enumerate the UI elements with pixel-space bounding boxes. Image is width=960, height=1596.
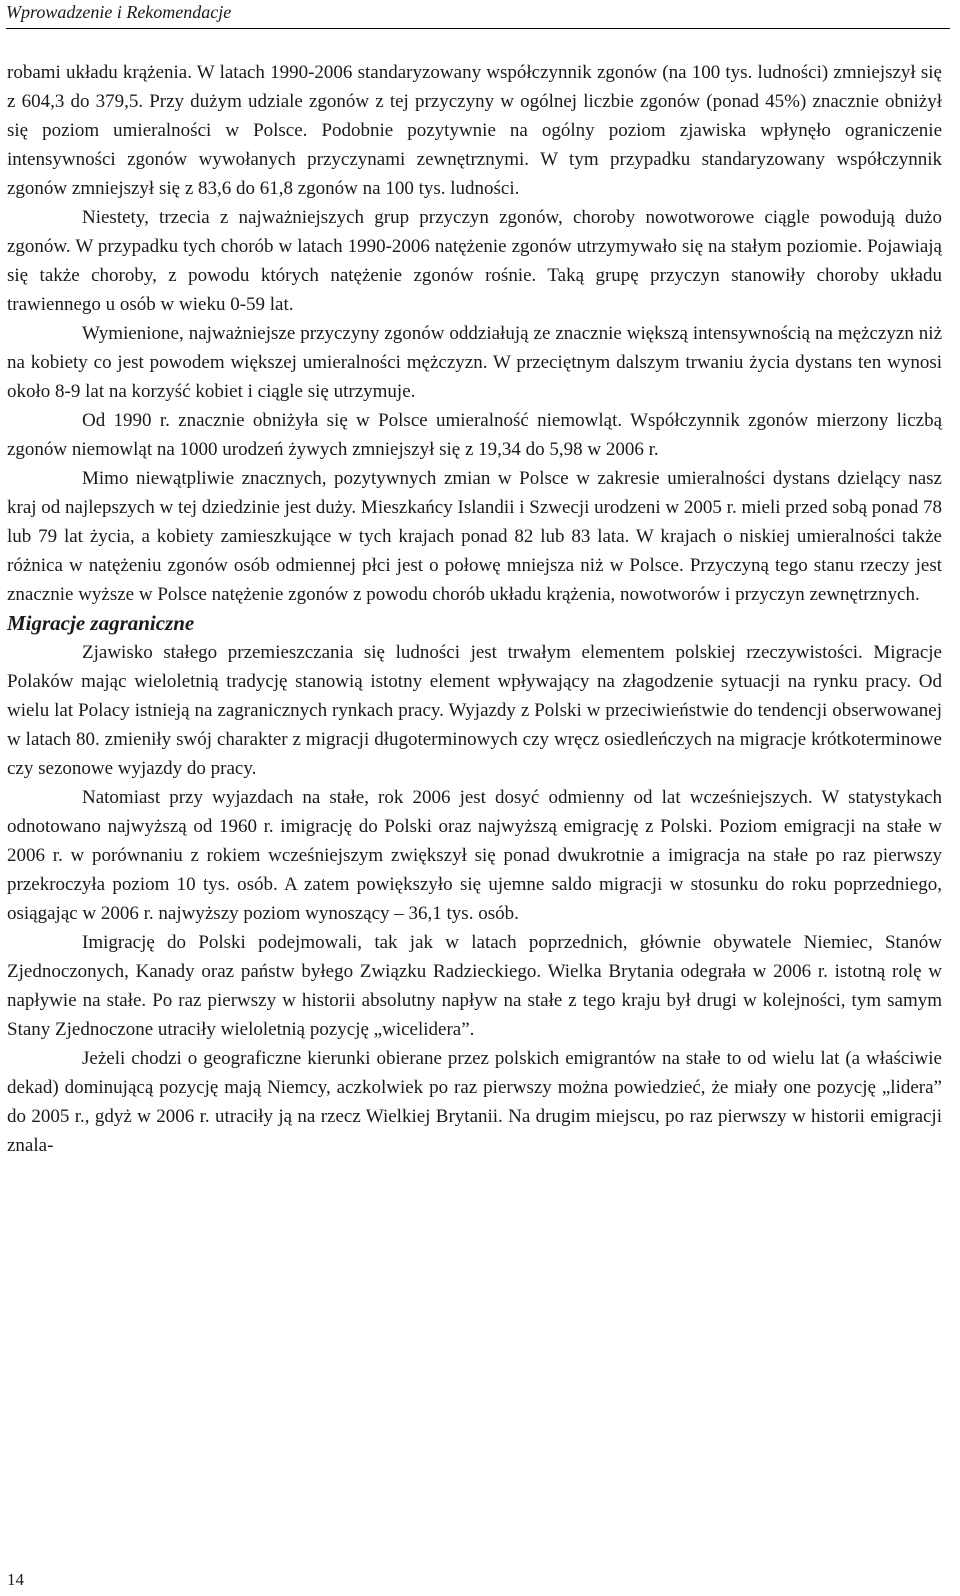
paragraph: Imigrację do Polski podejmowali, tak jak w latach poprzednich, głównie obywatele Niemiec, Stanów Zjednoczonych, Kanady oraz państw byłego Związku Radzieckiego. Wielka Brytania odegrała w 2006 r. istotną rolę w napływie na stałe. Po raz pierwszy w historii absolutny napływ na stałe z tego kraju był drugi w kolejności, tym samym Stany Zjednoczone utraciły wieloletnią pozycję „wicelidera”. (7, 932, 942, 1040)
paragraph: Mimo niewątpliwie znacznych, pozytywnych zmian w Polsce w zakresie umieralności dystans dzielący nasz kraj od najlepszych w tej dziedzinie jest duży. Mieszkańcy Islandii i Szwecji urodzeni w 2005 r. mieli przed sobą ponad 78 lub 79 lat życia, a kobiety zamieszkujące w tych krajach ponad 82 lub 83 lata. W krajach o niskiej umieralności także różnica w natężeniu zgonów osób odmiennej płci jest o połowę mniejsza niż w Polsce. Przyczyną tego stanu rzeczy jest znacznie wyższe w Polsce natężenie zgonów z powodu chorób układu krążenia, nowotworów i przyczyn zewnętrznych. (7, 468, 942, 605)
paragraph: Wymienione, najważniejsze przyczyny zgonów oddziałują ze znacznie większą intensywnością na mężczyzn niż na kobiety co jest powodem większej umieralności mężczyzn. W przeciętnym dalszym trwaniu życia dystans ten wynosi około 8-9 lat na korzyść kobiet i ciągle się utrzymuje. (7, 323, 942, 402)
paragraph: robami układu krążenia. W latach 1990-2006 standaryzowany współczynnik zgonów (na 100 tys. ludności) zmniejszył się z 604,3 do 379,5. Przy dużym udziale zgonów z tej przyczyny w ogólnej liczbie zgonów (ponad 45%) znacznie obniżył się poziom umieralności w Polsce. Podobnie pozytywnie na ogólny poziom zjawiska wpłynęło ograniczenie intensywności zgonów wywołanych przyczynami zewnętrznymi. W tym przypadku standaryzowany współczynnik zgonów zmniejszył się z 83,6 do 61,8 zgonów na 100 tys. ludności. (7, 62, 942, 199)
paragraph: Od 1990 r. znacznie obniżyła się w Polsce umieralność niemowląt. Współczynnik zgonów mierzony liczbą zgonów niemowląt na 1000 urodzeń żywych zmniejszył się z 19,34 do 5,98 w 2006 r. (7, 410, 942, 460)
paragraph: Jeżeli chodzi o geograficzne kierunki obierane przez polskich emigrantów na stałe to od wielu lat (a właściwie dekad) dominującą pozycję mają Niemcy, aczkolwiek po raz pierwszy można powiedzieć, że miały one pozycję „lidera” do 2005 r., gdyż w 2006 r. utraciły ją na rzecz Wielkiej Brytanii. Na drugim miejscu, po raz pierwszy w historii emigracji znala- (7, 1048, 942, 1156)
running-header: Wprowadzenie i Rekomendacje (6, 0, 950, 29)
body-text (7, 58, 942, 1160)
page-number: 14 (7, 1570, 24, 1589)
paragraph: Zjawisko stałego przemieszczania się ludności jest trwałym elementem polskiej rzeczywistości. Migracje Polaków mając wieloletnią tradycję stanowią istotny element wpływający na złagodzenie sytuacji na rynku pracy. Od wielu lat Polacy istnieją na zagranicznych rynkach pracy. Wyjazdy z Polski w przeciwieństwie do tendencji obserwowanej w latach 80. zmieniły swój charakter z migracji długoterminowych czy wręcz osiedleńczych na migracje krótkoterminowe czy sezonowe wyjazdy do pracy. (7, 642, 942, 779)
paragraph: Natomiast przy wyjazdach na stałe, rok 2006 jest dosyć odmienny od lat wcześniejszych. W statystykach odnotowano najwyższą od 1960 r. imigrację do Polski oraz najwyższą emigrację z Polski. Poziom emigracji na stałe w 2006 r. w porównaniu z rokiem wcześniejszym zwiększył się ponad dwukrotnie a imigracja na stałe po raz pierwszy przekroczyła poziom 10 tys. osób. A zatem powiększyło się ujemne saldo migracji w stosunku do roku poprzedniego, osiągając w 2006 r. najwyższy poziom wynoszący – 36,1 tys. osób. (7, 787, 942, 924)
paragraph: Niestety, trzecia z najważniejszych grup przyczyn zgonów, choroby nowotworowe ciągle powodują dużo zgonów. W przypadku tych chorób w latach 1990-2006 natężenie zgonów utrzymywało się na stałym poziomie. Pojawiają się także choroby, z powodu których natężenie zgonów rośnie. Taką grupę przyczyn stanowiły choroby układu trawiennego u osób w wieku 0-59 lat. (7, 207, 942, 315)
section-heading: Migracje zagraniczne (7, 611, 195, 635)
